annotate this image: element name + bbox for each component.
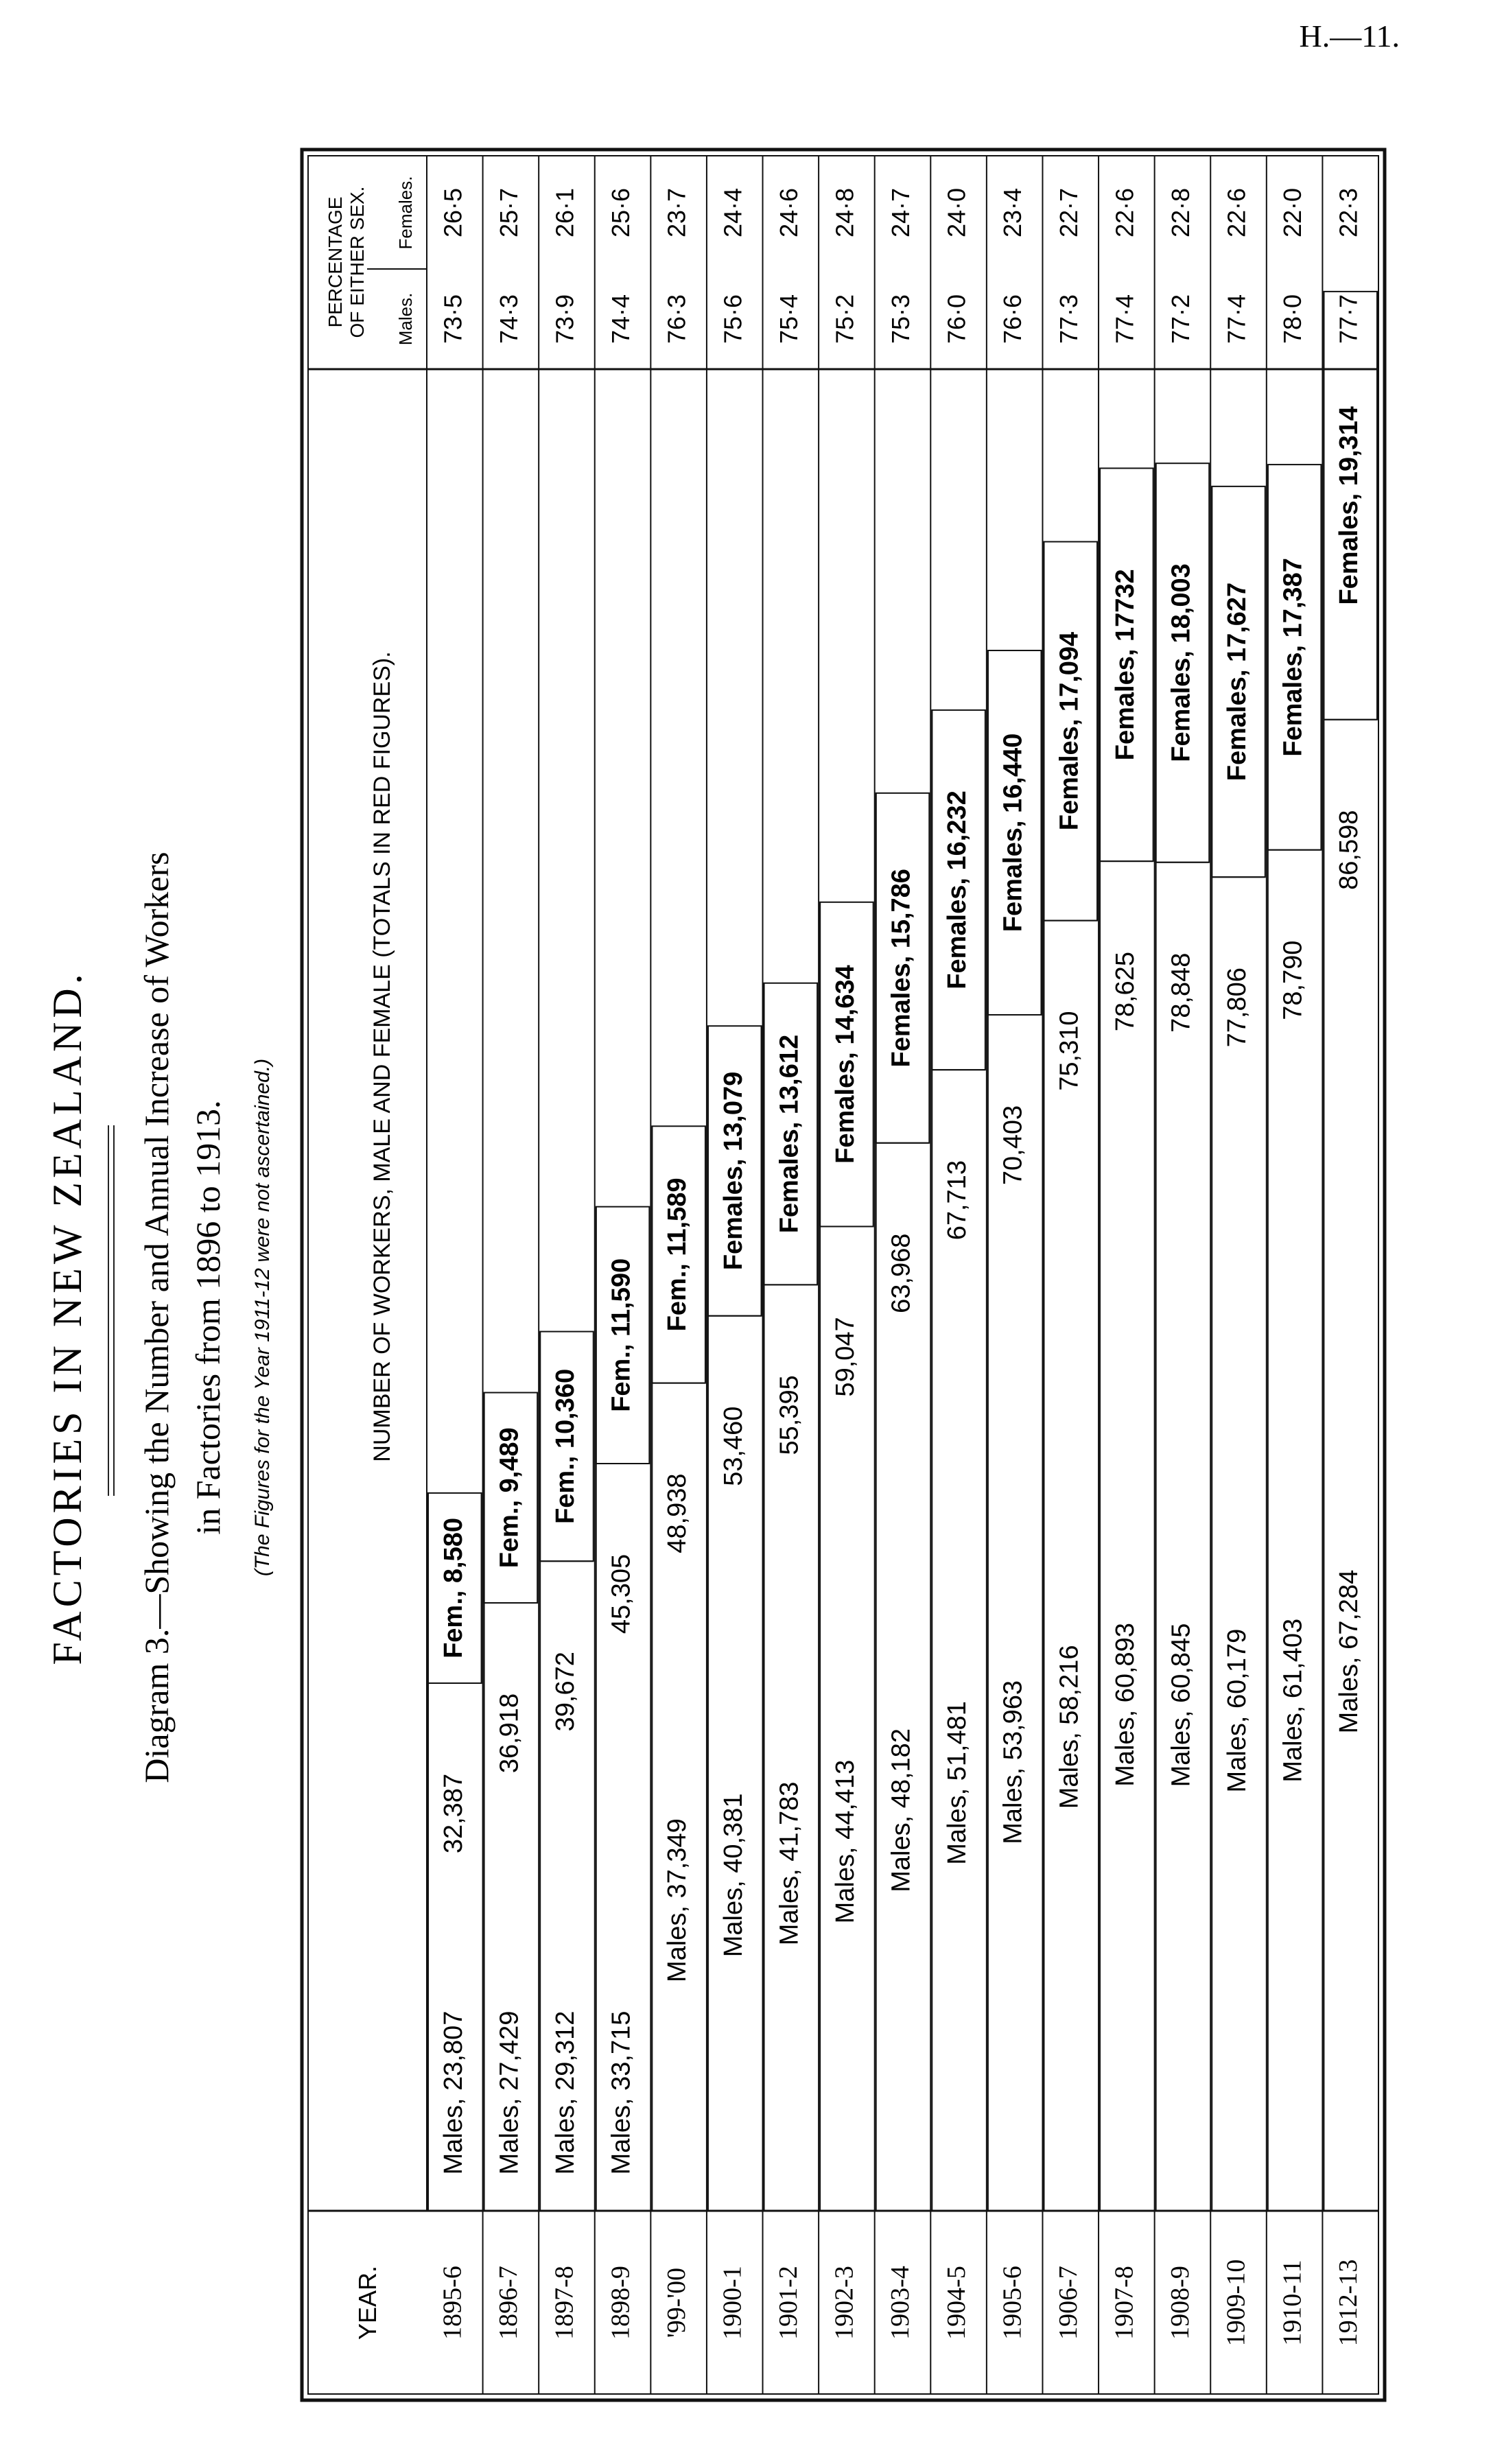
pct-male-value: 75·4 bbox=[774, 294, 803, 344]
total-value-label: 86,598 bbox=[1335, 810, 1364, 890]
pct-male-value: 76·0 bbox=[942, 294, 971, 344]
percentage-females-header: Females. bbox=[395, 176, 416, 250]
pct-male-value: 74·4 bbox=[607, 294, 635, 344]
female-value-label: Fem., 11,590 bbox=[607, 1258, 636, 1412]
percentage-males-header: Males. bbox=[395, 292, 416, 346]
year-label: 1912-13 bbox=[1333, 2259, 1363, 2347]
diagram-title-line-2: in Factories from 1896 to 1913. bbox=[189, 1100, 227, 1535]
bar-male bbox=[1101, 861, 1153, 2211]
table-frame-inner bbox=[308, 156, 1378, 2394]
total-value-label: 75,310 bbox=[1055, 1011, 1084, 1091]
percentage-header-line-1: PERCENTAGE bbox=[325, 196, 346, 328]
male-value-label: Males, 60,179 bbox=[1223, 1628, 1252, 1793]
year-label: 1909-10 bbox=[1221, 2259, 1251, 2347]
year-label: 1902-3 bbox=[830, 2266, 859, 2340]
pct-female-value: 25·7 bbox=[494, 187, 523, 238]
year-label: 1896-7 bbox=[494, 2266, 524, 2340]
pct-male-value: 77·7 bbox=[1334, 294, 1363, 344]
workers-column-header: NUMBER OF WORKERS, MALE AND FEMALE (TOTALS IN RED FIGURES). bbox=[369, 651, 395, 1462]
pct-male-value: 76·3 bbox=[662, 294, 691, 344]
female-value-label: Females, 17732 bbox=[1110, 569, 1140, 761]
pct-female-value: 24·0 bbox=[942, 187, 971, 238]
pct-male-value: 78·0 bbox=[1278, 294, 1307, 344]
bar-male bbox=[989, 1015, 1041, 2211]
pct-female-value: 22·6 bbox=[1222, 187, 1251, 238]
year-label: 1904-5 bbox=[941, 2266, 971, 2340]
pct-female-value: 26·1 bbox=[550, 187, 579, 238]
diagram-title-line-1: Diagram 3.—Showing the Number and Annual Increase of Workers bbox=[137, 852, 176, 1783]
pct-female-value: 25·6 bbox=[607, 187, 635, 238]
diagram-note: (The Figures for the Year 1911-12 were not ascertained.) bbox=[251, 1058, 274, 1577]
male-value-label: Males, 60,845 bbox=[1166, 1623, 1196, 1787]
male-value-label: Males, 37,349 bbox=[663, 1818, 692, 1982]
pct-male-value: 77·2 bbox=[1166, 294, 1195, 344]
pct-female-value: 22·6 bbox=[1110, 187, 1139, 238]
bar-male bbox=[932, 1070, 985, 2211]
female-value-label: Females, 18,003 bbox=[1166, 563, 1196, 762]
year-label: 1906-7 bbox=[1053, 2266, 1083, 2340]
pct-male-value: 73·9 bbox=[550, 294, 579, 344]
male-value-label: Males, 67,284 bbox=[1335, 1569, 1364, 1734]
bar-male bbox=[1212, 877, 1265, 2211]
year-label: 1908-9 bbox=[1166, 2266, 1195, 2340]
total-value-label: 67,713 bbox=[943, 1160, 972, 1241]
year-label: 1901-2 bbox=[774, 2266, 803, 2340]
female-value-label: Females, 17,094 bbox=[1055, 631, 1084, 831]
male-value-label: Males, 23,807 bbox=[438, 2010, 468, 2175]
total-value-label: 55,395 bbox=[775, 1375, 804, 1455]
female-value-label: Females, 15,786 bbox=[887, 869, 916, 1068]
bar-male bbox=[1157, 863, 1209, 2211]
year-label: 1900-1 bbox=[718, 2266, 747, 2340]
pct-female-value: 23·4 bbox=[998, 187, 1027, 238]
male-value-label: Males, 53,963 bbox=[998, 1680, 1028, 1844]
bar-male bbox=[1269, 850, 1321, 2211]
bar-male bbox=[1324, 720, 1376, 2211]
total-value-label: 78,790 bbox=[1278, 940, 1308, 1020]
pct-female-value: 24·8 bbox=[830, 187, 859, 238]
pct-female-value: 22·7 bbox=[1054, 187, 1083, 238]
year-label: 1898-9 bbox=[606, 2266, 635, 2340]
pct-female-value: 22·0 bbox=[1278, 187, 1307, 238]
total-value-label: 39,672 bbox=[551, 1652, 580, 1732]
pct-female-value: 24·6 bbox=[774, 187, 803, 238]
page-reference: H.—11. bbox=[1299, 19, 1400, 54]
year-label: '99-'00 bbox=[661, 2267, 691, 2338]
pct-male-value: 73·5 bbox=[438, 294, 467, 344]
male-value-label: Males, 29,312 bbox=[551, 2010, 580, 2175]
female-value-label: Females, 17,627 bbox=[1223, 582, 1252, 782]
total-value-label: 36,918 bbox=[495, 1693, 524, 1774]
total-value-label: 70,403 bbox=[998, 1105, 1028, 1186]
male-value-label: Males, 33,715 bbox=[607, 2010, 636, 2175]
pct-female-value: 26·5 bbox=[438, 187, 467, 238]
pct-male-value: 75·2 bbox=[830, 294, 859, 344]
year-label: 1903-4 bbox=[886, 2266, 915, 2340]
pct-male-value: 77·4 bbox=[1222, 294, 1251, 344]
male-value-label: Males, 58,216 bbox=[1055, 1645, 1084, 1809]
pct-male-value: 75·6 bbox=[718, 294, 747, 344]
female-value-label: Females, 13,079 bbox=[718, 1071, 748, 1271]
female-value-label: Females, 19,314 bbox=[1335, 406, 1364, 605]
pct-male-value: 74·3 bbox=[494, 294, 523, 344]
pct-male-value: 76·6 bbox=[998, 294, 1027, 344]
female-value-label: Females, 13,612 bbox=[775, 1034, 804, 1234]
female-value-label: Fem., 9,489 bbox=[495, 1427, 524, 1569]
bar-male bbox=[1044, 921, 1096, 2211]
year-column-header: YEAR. bbox=[353, 2265, 381, 2340]
male-value-label: Males, 41,783 bbox=[775, 1781, 804, 1946]
total-value-label: 59,047 bbox=[830, 1317, 860, 1397]
female-value-label: Fem., 10,360 bbox=[551, 1368, 580, 1524]
male-value-label: Males, 40,381 bbox=[718, 1793, 748, 1958]
female-value-label: Females, 16,232 bbox=[943, 790, 972, 989]
total-value-label: 63,968 bbox=[887, 1233, 916, 1313]
year-label: 1905-6 bbox=[998, 2266, 1027, 2340]
pct-male-value: 77·3 bbox=[1054, 294, 1083, 344]
percentage-header-line-2: OF EITHER SEX. bbox=[347, 186, 368, 338]
year-label: 1910-11 bbox=[1278, 2260, 1307, 2346]
male-value-label: Males, 44,413 bbox=[830, 1759, 860, 1924]
female-value-label: Females, 17,387 bbox=[1278, 558, 1308, 757]
total-value-label: 77,806 bbox=[1223, 967, 1252, 1048]
pct-male-value: 77·4 bbox=[1110, 294, 1139, 344]
male-value-label: Males, 27,429 bbox=[495, 2010, 524, 2175]
total-value-label: 78,625 bbox=[1110, 952, 1140, 1032]
female-value-label: Females, 16,440 bbox=[998, 733, 1028, 932]
female-value-label: Females, 14,634 bbox=[830, 965, 860, 1164]
page-heading: FACTORIES IN NEW ZEALAND. bbox=[45, 970, 90, 1665]
male-value-label: Males, 61,403 bbox=[1278, 1618, 1308, 1783]
female-value-label: Fem., 11,589 bbox=[663, 1177, 692, 1332]
chart-rows bbox=[428, 156, 1378, 2394]
pct-female-value: 24·7 bbox=[887, 187, 915, 238]
male-value-label: Males, 51,481 bbox=[943, 1701, 972, 1865]
female-value-label: Fem., 8,580 bbox=[438, 1518, 468, 1658]
year-label: 1897-8 bbox=[550, 2266, 579, 2340]
pct-male-value: 75·3 bbox=[887, 294, 915, 344]
pct-female-value: 24·4 bbox=[718, 187, 747, 238]
year-label: 1895-6 bbox=[438, 2266, 467, 2340]
total-value-label: 45,305 bbox=[607, 1553, 636, 1634]
total-value-label: 53,460 bbox=[718, 1406, 748, 1486]
male-value-label: Males, 48,182 bbox=[887, 1728, 916, 1892]
total-value-label: 78,848 bbox=[1166, 952, 1196, 1033]
pct-female-value: 22·8 bbox=[1166, 187, 1195, 238]
pct-female-value: 23·7 bbox=[662, 187, 691, 238]
male-value-label: Males, 60,893 bbox=[1110, 1623, 1140, 1787]
total-value-label: 32,387 bbox=[438, 1773, 468, 1854]
year-label: 1907-8 bbox=[1110, 2266, 1139, 2340]
total-value-label: 48,938 bbox=[663, 1473, 692, 1553]
pct-female-value: 22·3 bbox=[1334, 187, 1363, 238]
